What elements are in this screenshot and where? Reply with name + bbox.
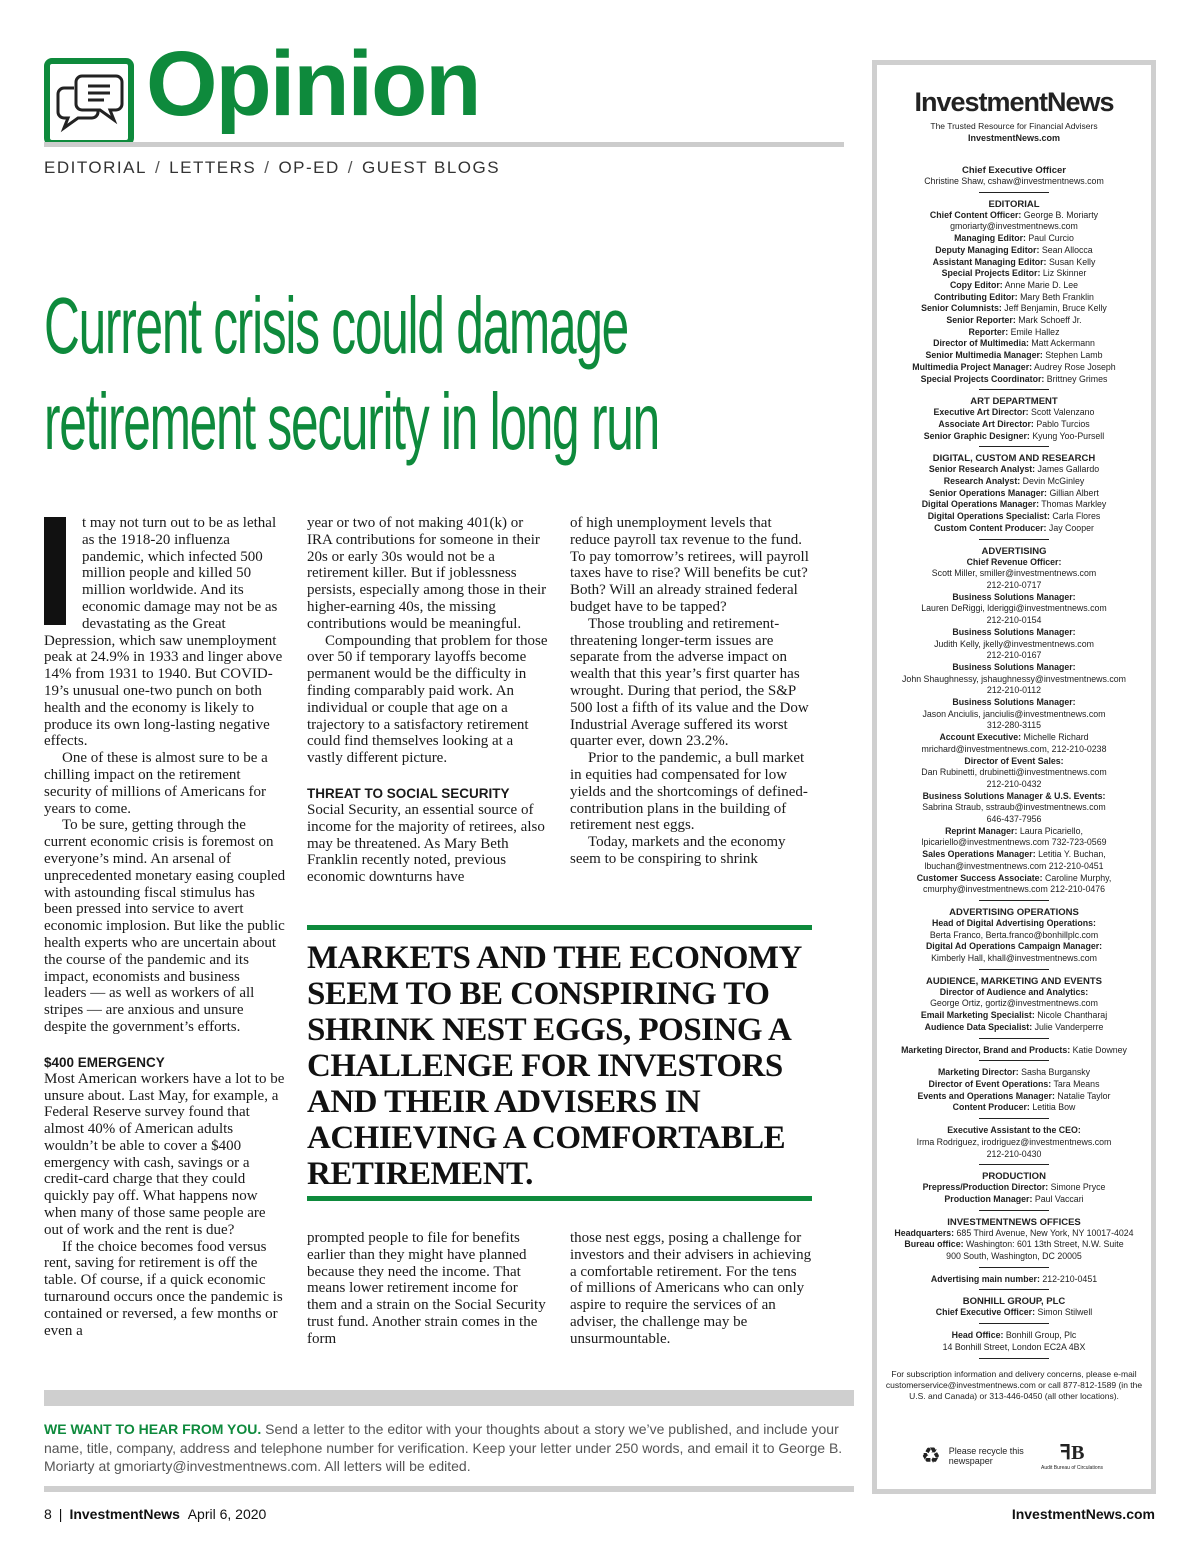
entry-name: Liz Skinner <box>1042 268 1087 279</box>
entry-name: Mark Schoeff Jr. <box>1018 315 1082 326</box>
entry-name: 312-280-3115 <box>986 720 1042 731</box>
masthead-entry <box>877 315 1151 327</box>
group-heading: ADVERTISING <box>981 545 1047 557</box>
entry-name: Natalie Taylor <box>1057 1090 1111 1101</box>
group-heading: PRODUCTION <box>982 1171 1046 1183</box>
entry-role: Reprint Manager: <box>945 825 1018 836</box>
pullquote-rule-bottom <box>307 1196 812 1201</box>
masthead-entry <box>877 685 1151 697</box>
entry-name: 900 South, Washington, DC 20005 <box>946 1251 1082 1262</box>
masthead-entry <box>877 987 1151 999</box>
entry-role: Audience Data Specialist: <box>924 1021 1033 1032</box>
entry-role: Director of Multimedia: <box>933 338 1029 349</box>
entry-name: Simon Stilwell <box>1037 1307 1093 1318</box>
masthead-entry <box>877 1010 1151 1022</box>
entry-name: Irma Rodriguez, irodriguez@investmentnews.com <box>916 1136 1112 1147</box>
recycle-notice <box>921 1443 1025 1469</box>
group-marketing <box>877 1045 1151 1062</box>
masthead-entry <box>877 756 1151 768</box>
masthead-rule <box>979 1038 1049 1039</box>
nav-letters[interactable]: LETTERS <box>169 158 257 177</box>
entry-role: Executive Art Director: <box>933 407 1029 418</box>
entry-name: Washington: 601 13th Street, N.W. Suite <box>965 1239 1124 1250</box>
masthead-entry <box>877 767 1151 779</box>
entry-name: Devin McGinley <box>1022 476 1085 487</box>
entry-name: Paul Vaccari <box>1034 1193 1084 1204</box>
nav-editorial[interactable]: EDITORIAL <box>44 158 147 177</box>
entry-name: lbuchan@investmentnews.com 212-210-0451 <box>924 860 1104 871</box>
entry-name: Sasha Burgansky <box>1021 1067 1091 1078</box>
entry-name: 212-210-0430 <box>986 1148 1042 1159</box>
masthead-rule <box>979 1358 1049 1359</box>
masthead-entry <box>877 580 1151 592</box>
header-rule <box>44 142 844 147</box>
masthead-entry <box>877 362 1151 374</box>
entry-name: Michelle Richard <box>1023 732 1089 743</box>
entry-role: Customer Success Associate: <box>916 872 1043 883</box>
recycle-icon: ♻ <box>921 1443 941 1468</box>
masthead-entry <box>877 1251 1151 1263</box>
masthead-entry <box>877 1228 1151 1240</box>
entry-name: 212-210-0717 <box>986 579 1042 590</box>
group-marketing-2 <box>877 1067 1151 1119</box>
entry-name: Pablo Turcios <box>1036 418 1090 429</box>
entry-name: 212-210-0112 <box>986 685 1042 696</box>
masthead-entry <box>877 639 1151 651</box>
paragraph: those nest eggs, posing a challenge for investors and their advisers in achieving a comfortable retirement. For the tens of millions of Americans who can only aspire to require the services of an adviser, the challenge may be unsurmountable. <box>570 1230 812 1347</box>
group-heading: ADVERTISING OPERATIONS <box>949 906 1079 918</box>
entry-name: cmurphy@investmentnews.com 212-210-0476 <box>922 884 1106 895</box>
masthead-entry <box>877 374 1151 386</box>
entry-role: Production Manager: <box>944 1193 1033 1204</box>
masthead-entry <box>877 697 1151 709</box>
masthead-entry <box>877 1274 1151 1286</box>
paragraph: Prior to the pandemic, a bull market in equities had compensated for low yields and the shortcomings of defined-contribution plans in the building of retirement nest eggs. <box>570 750 808 834</box>
nav-separator: / <box>154 158 162 177</box>
entry-role: Chief Revenue Officer: <box>966 556 1062 567</box>
entry-name: Dan Rubinetti, drubinetti@investmentnews.com <box>921 767 1107 778</box>
entry-name: James Gallardo <box>1037 464 1100 475</box>
entry-name: Judith Kelly, jkelly@investmentnews.com <box>934 638 1094 649</box>
entry-role: Digital Operations Specialist: <box>927 511 1050 522</box>
entry-name: Anne Marie D. Lee <box>1004 279 1079 290</box>
masthead-entry <box>877 1307 1151 1319</box>
entry-role: Business Solutions Manager: <box>952 697 1076 708</box>
entry-role: Director of Event Operations: <box>928 1079 1052 1089</box>
group-head-office <box>877 1330 1151 1358</box>
section-nav <box>44 158 500 178</box>
letters-callout <box>44 1420 844 1476</box>
pullquote-rule-top <box>307 925 812 930</box>
entry-role: Senior Graphic Designer: <box>923 430 1030 441</box>
masthead-entry <box>877 814 1151 826</box>
pullquote: MARKETS AND THE ECONOMY SEEM TO BE CONSPIRING TO SHRINK NEST EGGS, POSING A CHALLENGE FOR INVESTORS AND THEIR ADVISERS IN ACHIEVING A COMFORTABLE RETIREMENT. <box>307 940 801 1192</box>
abc-logo <box>1041 1440 1103 1471</box>
masthead-entry <box>877 744 1151 756</box>
entry-role: Copy Editor: <box>949 279 1003 290</box>
entry-name: Caroline Murphy, <box>1044 872 1112 883</box>
masthead-entry <box>877 849 1151 861</box>
page-number: 8 <box>44 1506 52 1522</box>
letters-lead: WE WANT TO HEAR FROM YOU. <box>44 1421 262 1437</box>
masthead-rule <box>979 900 1049 901</box>
entry-role: Digital Ad Operations Campaign Manager: <box>925 941 1103 952</box>
headline-line-2: retirement security in long run <box>44 377 659 466</box>
paragraph: To be sure, getting through the current economic crisis is foremost on everyone’s mind. An arsenal of unprecedented monetary easing coupled with astounding fiscal stimulus has been pressed into service to avert economic implosion. But like the public health experts who are uncertain about the course of the pandemic and its impact, economists and business leaders — as well as workers of all stripes — are anxious and unsure despite the government’s efforts. <box>44 817 286 1035</box>
entry-name: George Ortiz, gortiz@investmentnews.com <box>930 998 1098 1009</box>
entry-role: Marketing Director: <box>937 1067 1019 1078</box>
masthead-entry <box>877 431 1151 443</box>
entry-name: Stephen Lamb <box>1045 350 1103 361</box>
entry-role: Senior Research Analyst: <box>928 464 1036 475</box>
group-advertising <box>877 546 1151 901</box>
entry-name: Julie Vanderperre <box>1034 1021 1104 1032</box>
entry-role: Senior Reporter: <box>946 315 1016 326</box>
entry-name: lpicariello@investmentnews.com 732-723-0569 <box>921 837 1107 848</box>
footer-pipe: | <box>58 1506 63 1522</box>
letters-rule-bottom <box>44 1486 854 1492</box>
masthead-entry <box>877 650 1151 662</box>
article-column-3-continued <box>570 1230 812 1348</box>
paragraph: Most American workers have a lot to be unsure about. Last May, for example, a Federal Reserve survey found that almost 40% of American adults wouldn’t be able to cover a $400 emergency with cash, savings or a credit-card charge that they could quickly pay off. What happens now when many of those same people are out of work and the rent is due? <box>44 1070 285 1238</box>
masthead-rule <box>979 539 1049 540</box>
group-heading: BONHILL GROUP, PLC <box>962 1296 1066 1308</box>
paragraph: Social Security, an essential source of income for the majority of retirees, also may be threatened. As Mary Beth Franklin recently noted, previous economic downturns have <box>307 801 545 886</box>
entry-role: Bureau office: <box>904 1239 964 1250</box>
masthead-entry <box>877 1102 1151 1114</box>
entry-name: Katie Downey <box>1072 1044 1127 1055</box>
entry-role: Research Analyst: <box>943 476 1021 487</box>
entry-name: Emile Hallez <box>1010 326 1060 337</box>
entry-name: mrichard@investmentnews.com, 212-210-0238 <box>921 743 1107 754</box>
paragraph: Today, markets and the economy seem to be conspiring to shrink <box>570 834 786 867</box>
entry-name: Mary Beth Franklin <box>1020 291 1094 302</box>
masthead-entry <box>877 627 1151 639</box>
masthead-entry <box>877 488 1151 500</box>
masthead-entry <box>877 476 1151 488</box>
masthead-entry <box>877 826 1151 838</box>
subhead: $400 EMERGENCY <box>44 1054 165 1070</box>
entry-name: Matt Ackermann <box>1031 338 1095 349</box>
nav-op-ed[interactable]: OP-ED <box>278 158 340 177</box>
masthead-url[interactable]: InvestmentNews.com <box>967 133 1061 143</box>
entry-role: Headquarters: <box>894 1227 955 1238</box>
masthead-entry <box>877 603 1151 615</box>
entry-role: Business Solutions Manager: <box>952 626 1076 637</box>
abc-icon: ꟻB <box>1059 1442 1085 1464</box>
entry-role: Chief Content Officer: <box>929 209 1022 220</box>
group-offices <box>877 1217 1151 1268</box>
masthead-logo: InvestmentNews <box>914 87 1114 117</box>
entry-name: Sean Allocca <box>1041 244 1093 255</box>
masthead-entry <box>877 802 1151 814</box>
group-heading: ART DEPARTMENT <box>970 396 1058 408</box>
paragraph: prompted people to file for benefits earlier than they might have planned because they need the income. That means lower retirement income for them and a strain on the Social Security trust fund. Another strain comes in the form <box>307 1230 546 1347</box>
group-editorial <box>877 199 1151 391</box>
entry-role: Executive Assistant to the CEO: <box>947 1125 1081 1136</box>
paragraph: t may not turn out to be as lethal as the 1918-20 influenza pandemic, which infected 500 million people and killed 50 million worldwide. And its economic damage may not be as devastating as the Great Depression, which saw unemployment peak at 24.9% in 1933 and linger above 14% from 1931 to 1940. But COVID-19’s unusual one-two punch on both health and the economy is likely to produce its own long-lasting negative effects. <box>44 515 283 750</box>
paragraph: of high unemployment levels that reduce payroll tax revenue to the fund. To pay tomorrow’s retirees, will payroll taxes have to rise? Will benefits be cut? Both? Will an already strained federal budget have to be tapped? <box>570 515 809 615</box>
masthead-rule <box>979 1289 1049 1290</box>
entry-role: Director of Audience and Analytics: <box>939 986 1089 997</box>
masthead-rule <box>979 1164 1049 1165</box>
abc-text: Audit Bureau of Circulations <box>1041 1465 1103 1471</box>
entry-role: Business Solutions Manager: <box>952 591 1076 602</box>
masthead-entry <box>877 1045 1151 1057</box>
entry-role: Associate Art Director: <box>938 418 1034 429</box>
masthead-rule <box>979 1323 1049 1324</box>
masthead-entry <box>877 257 1151 269</box>
entry-name: 685 Third Avenue, New York, NY 10017-4024 <box>956 1227 1134 1238</box>
group-heading: DIGITAL, CUSTOM AND RESEARCH <box>932 453 1096 465</box>
group-admain <box>877 1274 1151 1291</box>
group-digital <box>877 453 1151 539</box>
group-art <box>877 396 1151 447</box>
masthead-entry <box>877 568 1151 580</box>
issue-date: April 6, 2020 <box>187 1506 267 1522</box>
entry-role: Special Projects Editor: <box>941 268 1041 279</box>
entry-name: Bonhill Group, Plc <box>1005 1330 1077 1341</box>
drop-cap <box>44 517 68 625</box>
entry-name: 14 Bonhill Street, London EC2A 4BX <box>942 1341 1086 1352</box>
article-column-2 <box>307 515 549 886</box>
publication-name: InvestmentNews <box>69 1506 180 1522</box>
entry-name: 212-210-0432 <box>986 778 1042 789</box>
entry-role: Senior Operations Manager: <box>929 487 1047 498</box>
entry-name: Carla Flores <box>1052 511 1101 522</box>
footer-site[interactable]: InvestmentNews.com <box>1011 1506 1155 1522</box>
entry-role: Marketing Director, Brand and Products: <box>901 1044 1071 1055</box>
group-heading: AUDIENCE, MARKETING AND EVENTS <box>926 975 1102 987</box>
entry-role: Head Office: <box>951 1330 1004 1341</box>
masthead-entry <box>877 419 1151 431</box>
entry-role: Contributing Editor: <box>934 291 1018 302</box>
entry-name: 646-437-7956 <box>986 814 1042 825</box>
letters-rule-top <box>44 1390 854 1406</box>
masthead-entry <box>877 615 1151 627</box>
entry-name: Laura Picariello, <box>1019 825 1083 836</box>
entry-role: Special Projects Coordinator: <box>920 373 1045 384</box>
masthead-entry <box>877 221 1151 233</box>
section-title: Opinion <box>146 33 480 135</box>
entry-name: Audrey Rose Joseph <box>1034 361 1116 372</box>
group-heading: INVESTMENTNEWS OFFICES <box>947 1216 1081 1228</box>
masthead-entry <box>877 837 1151 849</box>
masthead-entry <box>877 1330 1151 1342</box>
entry-role: Email Marketing Specialist: <box>920 1010 1035 1021</box>
masthead-entry <box>877 233 1151 245</box>
masthead-entry <box>877 292 1151 304</box>
entry-name: Lauren DeRiggi, lderiggi@investmentnews.com <box>921 603 1107 614</box>
masthead-entry <box>877 210 1151 222</box>
entry-name: Susan Kelly <box>1048 256 1096 267</box>
masthead-entry <box>877 791 1151 803</box>
entry-name: Kimberly Hall, khall@investmentnews.com <box>931 953 1097 964</box>
masthead-entry <box>877 1239 1151 1251</box>
entry-role: Assistant Managing Editor: <box>932 256 1047 267</box>
recycle-text: Please recycle this newspaper <box>948 1446 1024 1466</box>
entry-role: Director of Event Sales: <box>964 755 1064 766</box>
nav-separator: / <box>347 158 355 177</box>
group-bonhill <box>877 1296 1151 1324</box>
entry-name: Letitia Bow <box>1032 1102 1076 1113</box>
article-column-2-continued <box>307 1230 549 1348</box>
subhead: THREAT TO SOCIAL SECURITY <box>307 785 510 801</box>
group-production <box>877 1171 1151 1210</box>
entry-name: Sabrina Straub, sstraub@investmentnews.com <box>922 802 1106 813</box>
masthead-entry <box>877 779 1151 791</box>
nav-guest-blogs[interactable]: GUEST BLOGS <box>362 158 501 177</box>
masthead-entry <box>877 941 1151 953</box>
entry-name: Jay Cooper <box>1048 522 1094 533</box>
masthead-entry <box>877 245 1151 257</box>
letters-body: Send a letter to the editor with your thoughts about a story we’ve published, and include your name, title, company, address and telephone number for verification. Keep your letter under 250 words, and email it to George B. Moriarty at gmoriarty@investmentnews.com. All letters will be edited. <box>44 1421 843 1474</box>
entry-role: Senior Columnists: <box>921 303 1002 314</box>
headline-line-1: Current crisis could damage <box>44 281 629 370</box>
masthead-rule <box>979 969 1049 970</box>
entry-name: Tara Means <box>1053 1079 1100 1089</box>
entry-name: 212-210-0167 <box>986 650 1042 661</box>
masthead-entry <box>877 511 1151 523</box>
group-adops <box>877 907 1151 970</box>
entry-name: Nicole Chantharaj <box>1037 1010 1108 1021</box>
masthead <box>872 60 1156 1494</box>
masthead-entry <box>877 1342 1151 1354</box>
masthead-entry <box>877 662 1151 674</box>
entry-role: Events and Operations Manager: <box>917 1090 1055 1101</box>
masthead-entry <box>877 1022 1151 1034</box>
entry-role: Business Solutions Manager & U.S. Events: <box>922 790 1106 801</box>
entry-role: Digital Operations Manager: <box>921 499 1039 510</box>
entry-role: Content Producer: <box>952 1102 1030 1113</box>
masthead-entry <box>877 861 1151 873</box>
entry-name: Brittney Grimes <box>1046 373 1108 384</box>
group-exec <box>877 1125 1151 1165</box>
masthead-entry <box>877 918 1151 930</box>
paragraph: One of these is almost sure to be a chilling impact on the retirement security of millions of Americans for years to come. <box>44 750 268 817</box>
masthead-entry <box>877 953 1151 965</box>
masthead-entry <box>877 720 1151 732</box>
drop-cap-letter <box>44 517 66 625</box>
masthead-entry <box>877 1091 1151 1103</box>
masthead-entry <box>877 1149 1151 1161</box>
entry-name: Letitia Y. Buchan, <box>1038 849 1106 860</box>
entry-role: Chief Executive Officer: <box>935 1307 1036 1318</box>
masthead-entry <box>877 523 1151 535</box>
masthead-entry <box>877 930 1151 942</box>
masthead-entry <box>877 464 1151 476</box>
entry-name: Berta Franco, Berta.franco@bonhillplc.com <box>929 929 1099 940</box>
masthead-rule <box>979 1267 1049 1268</box>
entry-role: Account Executive: <box>939 732 1022 743</box>
masthead-rule <box>979 1060 1049 1061</box>
group-audience <box>877 976 1151 1039</box>
group-heading: EDITORIAL <box>988 198 1040 210</box>
paragraph: year or two of not making 401(k) or IRA contributions for someone in their 20s or early 30s would not be a retirement killer. But if joblessness persists, especially among those in their higher-earning 40s, the missing contributions would be meaningful. <box>307 515 547 632</box>
masthead-entry <box>877 674 1151 686</box>
subscription-info: For subscription information and delivery concerns, please e-mail customerservice@investmentnews.com or call 877-812-1589 (in the U.S. and Canada) or 313-446-0450 (all other locations). <box>885 1368 1143 1401</box>
masthead-entry <box>877 350 1151 362</box>
masthead-entry <box>877 557 1151 569</box>
masthead-entry <box>877 1182 1151 1194</box>
article-column-1 <box>44 515 286 1339</box>
entry-role: Senior Multimedia Manager: <box>925 350 1043 361</box>
entry-name: Kyung Yoo-Pursell <box>1032 430 1105 441</box>
masthead-entry <box>877 280 1151 292</box>
entry-role: Managing Editor: <box>954 233 1026 244</box>
masthead-entry <box>877 499 1151 511</box>
entry-role: Custom Content Producer: <box>934 522 1047 533</box>
article-column-3 <box>570 515 812 868</box>
masthead-entry <box>877 873 1151 885</box>
masthead-entry <box>877 407 1151 419</box>
article-headline <box>44 278 659 470</box>
masthead-tagline: The Trusted Resource for Financial Advisers <box>930 121 1098 131</box>
entry-role: Head of Digital Advertising Operations: <box>932 917 1096 928</box>
masthead-rule <box>979 1118 1049 1119</box>
entry-role: Reporter: <box>968 326 1009 337</box>
entry-name: John Shaughnessy, jshaughnessy@investmentnews.com <box>902 673 1126 684</box>
masthead-entry <box>877 884 1151 896</box>
footer-folio <box>44 1506 266 1522</box>
masthead-entry <box>877 1137 1151 1149</box>
masthead-rule <box>979 389 1049 390</box>
ceo-name: Christine Shaw, cshaw@investmentnews.com <box>924 176 1104 186</box>
entry-name: Scott Miller, smiller@investmentnews.com <box>931 568 1097 579</box>
entry-role: Multimedia Project Manager: <box>912 361 1033 372</box>
entry-name: 212-210-0451 <box>1042 1273 1098 1284</box>
entry-name: gmoriarty@investmentnews.com <box>950 221 1078 232</box>
speech-bubble-icon <box>44 58 134 146</box>
entry-name: Scott Valenzano <box>1031 407 1095 418</box>
entry-name: Paul Curcio <box>1028 233 1074 244</box>
entry-role: Deputy Managing Editor: <box>935 244 1040 255</box>
entry-name: George B. Moriarty <box>1023 209 1099 220</box>
masthead-entry <box>877 592 1151 604</box>
paragraph: Compounding that problem for those over 50 if temporary layoffs become permanent would be the difficulty in finding comparably paid work. An individual or couple that age on a trajectory to a satisfactory retirement could find themselves looking at a vastly different picture. <box>307 632 548 767</box>
entry-role: Prepress/Production Director: <box>922 1182 1049 1193</box>
masthead-rule <box>979 1210 1049 1211</box>
masthead-entry <box>877 1125 1151 1137</box>
entry-role: Advertising main number: <box>930 1273 1040 1284</box>
masthead-entry <box>877 268 1151 280</box>
entry-name: Simone Pryce <box>1050 1182 1106 1193</box>
entry-name: Thomas Markley <box>1041 499 1107 510</box>
entry-role: Business Solutions Manager: <box>952 661 1076 672</box>
masthead-entry <box>877 732 1151 744</box>
masthead-entry <box>877 338 1151 350</box>
masthead-entry <box>877 1079 1151 1091</box>
entry-name: Jeff Benjamin, Bruce Kelly <box>1004 303 1107 314</box>
paragraph: Those troubling and retirement-threatening longer-term issues are separate from the adverse impact on wealth that this year’s first quarter has wrought. During that period, the S&P 500 lost a fifth of its value and the Dow Industrial Average suffered its worst quarter ever, down 23.2%. <box>570 615 809 750</box>
masthead-entry <box>877 327 1151 339</box>
entry-name: 212-210-0154 <box>986 615 1042 626</box>
entry-name: Gillian Albert <box>1049 487 1099 498</box>
masthead-entry <box>877 1067 1151 1079</box>
masthead-rule <box>979 446 1049 447</box>
paragraph: If the choice becomes food versus rent, saving for retirement is off the table. Of course, if a quick economic turnaround occurs once the pandemic is contained or reversed, a few months or even a <box>44 1238 283 1339</box>
entry-role: Sales Operations Manager: <box>922 849 1036 860</box>
ceo-title: Chief Executive Officer <box>961 165 1066 176</box>
masthead-entry <box>877 998 1151 1010</box>
masthead-rule <box>979 192 1049 193</box>
entry-name: Jason Anciulis, janciulis@investmentnews.com <box>922 708 1106 719</box>
masthead-entry <box>877 303 1151 315</box>
masthead-entry <box>877 709 1151 721</box>
masthead-entry <box>877 1194 1151 1206</box>
nav-separator: / <box>264 158 271 177</box>
